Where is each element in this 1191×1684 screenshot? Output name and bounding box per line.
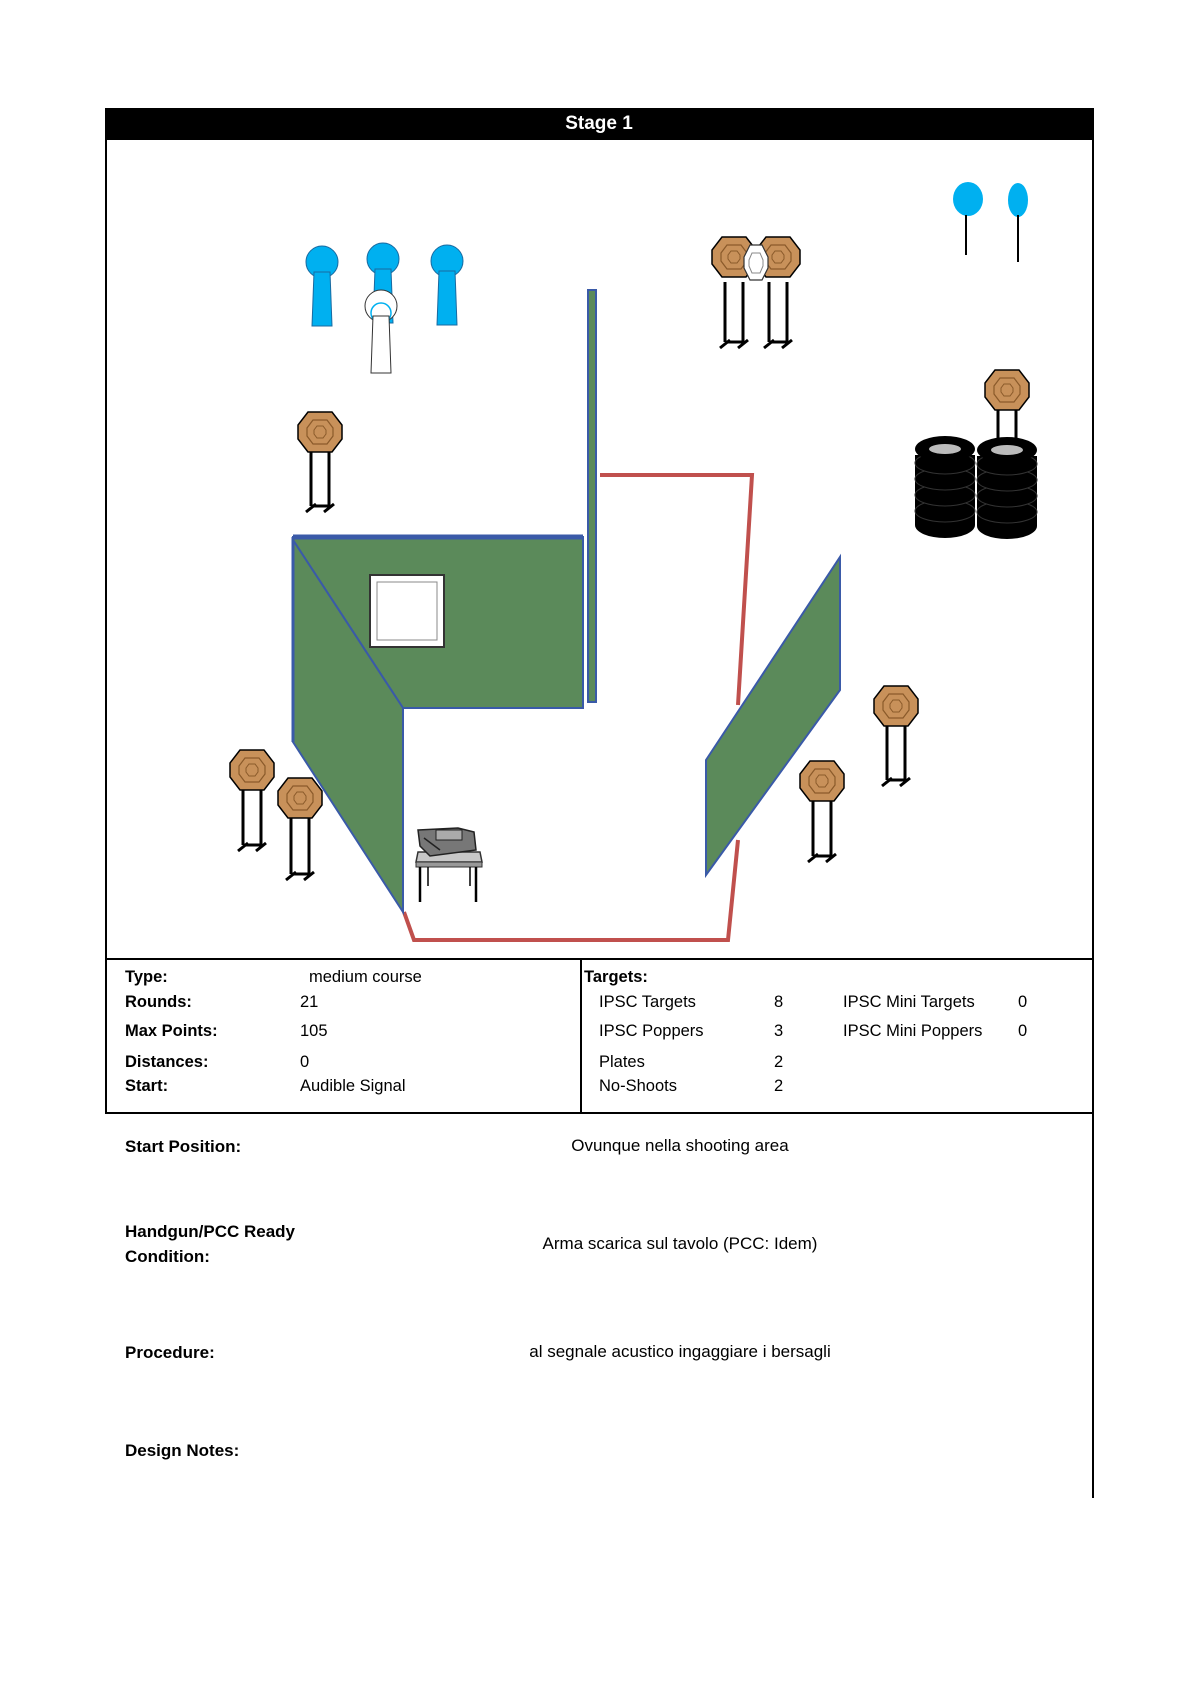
ipsc-target	[985, 370, 1029, 440]
type-label: Type:	[125, 968, 168, 986]
ready-condition-value: Arma scarica sul tavolo (PCC: Idem)	[542, 1234, 818, 1253]
max-points-label: Max Points:	[125, 1022, 218, 1040]
distances-label: Distances:	[125, 1053, 209, 1071]
info-column-divider	[580, 958, 582, 1114]
no-shoots-value: 2	[774, 1077, 784, 1095]
ipsc-popper	[431, 245, 463, 325]
rounds-value: 21	[300, 993, 319, 1011]
ipsc-poppers-label: IPSC Poppers	[599, 1022, 704, 1040]
ipsc-target	[800, 761, 844, 862]
table-with-gun	[416, 828, 482, 902]
ready-condition-label-line2: Condition:	[125, 1247, 210, 1266]
ipsc-target	[298, 412, 342, 512]
targets-heading: Targets:	[584, 968, 648, 986]
mini-poppers-value: 0	[1018, 1022, 1028, 1040]
type-value: medium course	[309, 968, 422, 986]
procedure-label: Procedure:	[125, 1343, 215, 1362]
start-value: Audible Signal	[300, 1077, 406, 1095]
fault-line	[600, 475, 752, 705]
no-shoots-label: No-Shoots	[599, 1077, 677, 1095]
procedure-value: al segnale acustico ingaggiare i bersagli	[529, 1342, 831, 1361]
tire-stack	[915, 436, 975, 538]
ipsc-popper	[306, 246, 338, 326]
ipsc-targets-value: 8	[774, 993, 784, 1011]
no-shoot-popper	[365, 290, 397, 373]
start-position-value: Ovunque nella shooting area	[571, 1136, 789, 1155]
wall	[706, 557, 840, 875]
ipsc-target	[230, 750, 274, 851]
rounds-label: Rounds:	[125, 993, 192, 1011]
ready-condition-label-line1: Handgun/PCC Ready	[125, 1222, 296, 1241]
ipsc-targets-label: IPSC Targets	[599, 993, 696, 1011]
mini-targets-value: 0	[1018, 993, 1028, 1011]
start-label: Start:	[125, 1077, 169, 1095]
max-points-value: 105	[300, 1022, 328, 1040]
no-shoot-target	[744, 245, 768, 280]
design-notes-label: Design Notes:	[125, 1441, 240, 1460]
steel-plate	[953, 182, 983, 255]
stage-diagram	[106, 140, 1093, 959]
plates-value: 2	[774, 1053, 784, 1071]
plates-label: Plates	[599, 1053, 645, 1071]
stage-title: Stage 1	[105, 108, 1093, 140]
mini-poppers-label: IPSC Mini Poppers	[843, 1022, 983, 1040]
info-bottom-border	[105, 1112, 1094, 1114]
start-position-label: Start Position:	[125, 1137, 242, 1156]
mini-targets-label: IPSC Mini Targets	[843, 993, 975, 1011]
wall	[588, 290, 596, 702]
ipsc-poppers-value: 3	[774, 1022, 784, 1040]
ipsc-target	[874, 686, 918, 786]
ipsc-target	[278, 778, 322, 880]
steel-plate	[1008, 183, 1028, 262]
distances-value: 0	[300, 1053, 310, 1071]
tire-stack	[977, 437, 1037, 539]
